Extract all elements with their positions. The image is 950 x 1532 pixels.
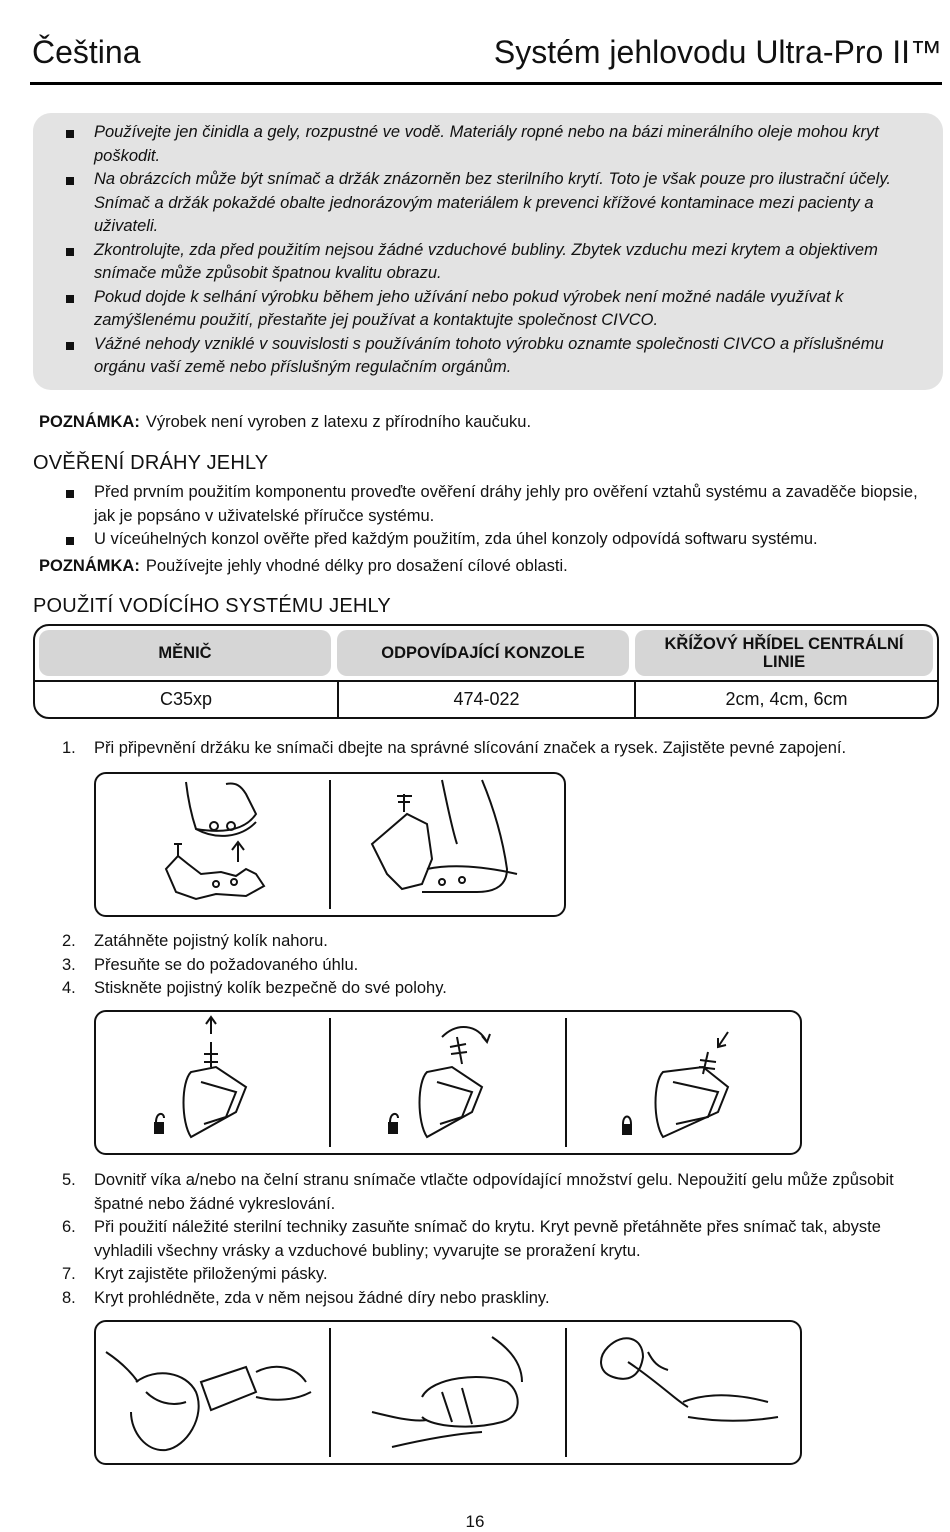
warning-item: Zkontrolujte, zda před použitím nejsou žádné vzduchové bubliny. Zbytek vzduchu mezi krytem a objektivem snímače může způsobit špatnou kvalitu obrazu. (33, 239, 931, 286)
warning-item: Pokud dojde k selhání výrobku během jeho užívání nebo pokud výrobek není možné nadále využívat k zamýšlenému použití, přestaňte jej používat a kontaktujte společnost CIVCO. (33, 286, 931, 333)
table-header-crosshair: KŘÍŽOVÝ HŘÍDEL CENTRÁLNÍ LINIE (635, 630, 933, 676)
steps-list-3 (62, 1169, 932, 1310)
table-cell-bracket: 474-022 (453, 689, 520, 709)
step-item: 8. Kryt prohlédněte, zda v něm nejsou žádné díry nebo praskliny. (62, 1288, 550, 1307)
bracket-attach-drawing-1 (96, 774, 326, 915)
warning-item: Vážné nehody vzniklé v souvislosti s používáním tohoto výrobku oznamte společnosti CIVCO a příslušnému orgánu vaší země nebo příslušným regulačním orgánům. (33, 333, 931, 380)
gel-application-drawing (96, 1322, 326, 1463)
warning-item: Na obrázcích může být snímač a držák znázorněn bez sterilního krytí. Toto je však pouze pro ilustrační účely. Snímač a držák pokaždé obalte jednorázovým materiálem k prevenci křížové kontaminace mezi pacienty a uživateli. (33, 168, 931, 239)
table-header-transducer: MĚNIČ (39, 630, 331, 676)
note-label: POZNÁMKA: (39, 413, 140, 431)
language-label: Čeština (32, 34, 141, 70)
page-number: 16 (465, 1512, 485, 1531)
step-item: 6. Při použití náležité sterilní techniky zasuňte snímač do krytu. Kryt pevně přetáhněte přes snímač tak, abyste vyhladili všechny vrásky a vzduchové bubliny; vyvarujte se proražení krytu. (62, 1218, 881, 1260)
cover-application-illustration (94, 1320, 802, 1465)
note-text: Používejte jehly vhodné délky pro dosažení cílové oblasti. (145, 557, 568, 575)
cover-inspect-drawing (568, 1322, 800, 1463)
table-cell-crosshair: 2cm, 4cm, 6cm (725, 689, 848, 709)
angle-change-drawing (332, 1012, 564, 1153)
bracket-attach-drawing-2 (332, 774, 564, 915)
section-title-guide-use: POUŽITÍ VODÍCÍHO SYSTÉMU JEHLY (33, 595, 391, 617)
header-divider (30, 82, 942, 85)
steps-list-1 (62, 737, 932, 761)
angle-lock-illustration (94, 1010, 802, 1155)
step-item: 5. Dovnitř víka a/nebo na čelní stranu snímače vtlačte odpovídající množství gelu. Nepoužití gelu může způsobit špatné nebo žádné vykreslování. (62, 1171, 894, 1213)
pin-pull-drawing (96, 1012, 326, 1153)
compatibility-table (33, 624, 939, 719)
step-item: 1. Při připevnění držáku ke snímači dbejte na správné slícování značek a rysek. Zajistěte pevné zapojení. (62, 739, 847, 757)
warning-box (33, 113, 943, 390)
probe-insert-drawing (332, 1322, 564, 1463)
latex-note (39, 413, 531, 432)
bracket-attach-illustration (94, 772, 566, 917)
step-item: 4. Stiskněte pojistný kolík bezpečně do své polohy. (62, 979, 447, 997)
list-item: U víceúhelných konzol ověřte před každým použitím, zda úhel konzoly odpovídá softwaru systému. (33, 528, 938, 552)
note-label: POZNÁMKA: (39, 557, 140, 575)
needle-length-note (39, 557, 568, 576)
step-item: 7. Kryt zajistěte přiloženými pásky. (62, 1265, 328, 1283)
step-item: 2. Zatáhněte pojistný kolík nahoru. (62, 932, 328, 950)
pin-lock-drawing (568, 1012, 800, 1153)
steps-list-2 (62, 930, 932, 1001)
warning-item: Používejte jen činidla a gely, rozpustné ve vodě. Materiály ropné nebo na bázi minerálního oleje mohou kryt poškodit. (33, 121, 931, 168)
table-cell-transducer: C35xp (159, 689, 213, 709)
step-item: 3. Přesuňte se do požadovaného úhlu. (62, 955, 359, 974)
section-title-needle-path: OVĚŘENÍ DRÁHY JEHLY (33, 452, 269, 474)
table-header-bracket: ODPOVÍDAJÍCÍ KONZOLE (337, 630, 629, 676)
warning-list (33, 121, 931, 380)
needle-path-list (33, 481, 938, 552)
note-text: Výrobek není vyroben z latexu z přírodního kaučuku. (145, 413, 532, 431)
list-item: Před prvním použitím komponentu proveďte ověření dráhy jehly pro ověření vztahů systému a zavaděče biopsie, jak je popsáno v uživatelské příručce systému. (33, 481, 938, 528)
page-title: Systém jehlovodu Ultra-Pro II™ (493, 34, 942, 70)
